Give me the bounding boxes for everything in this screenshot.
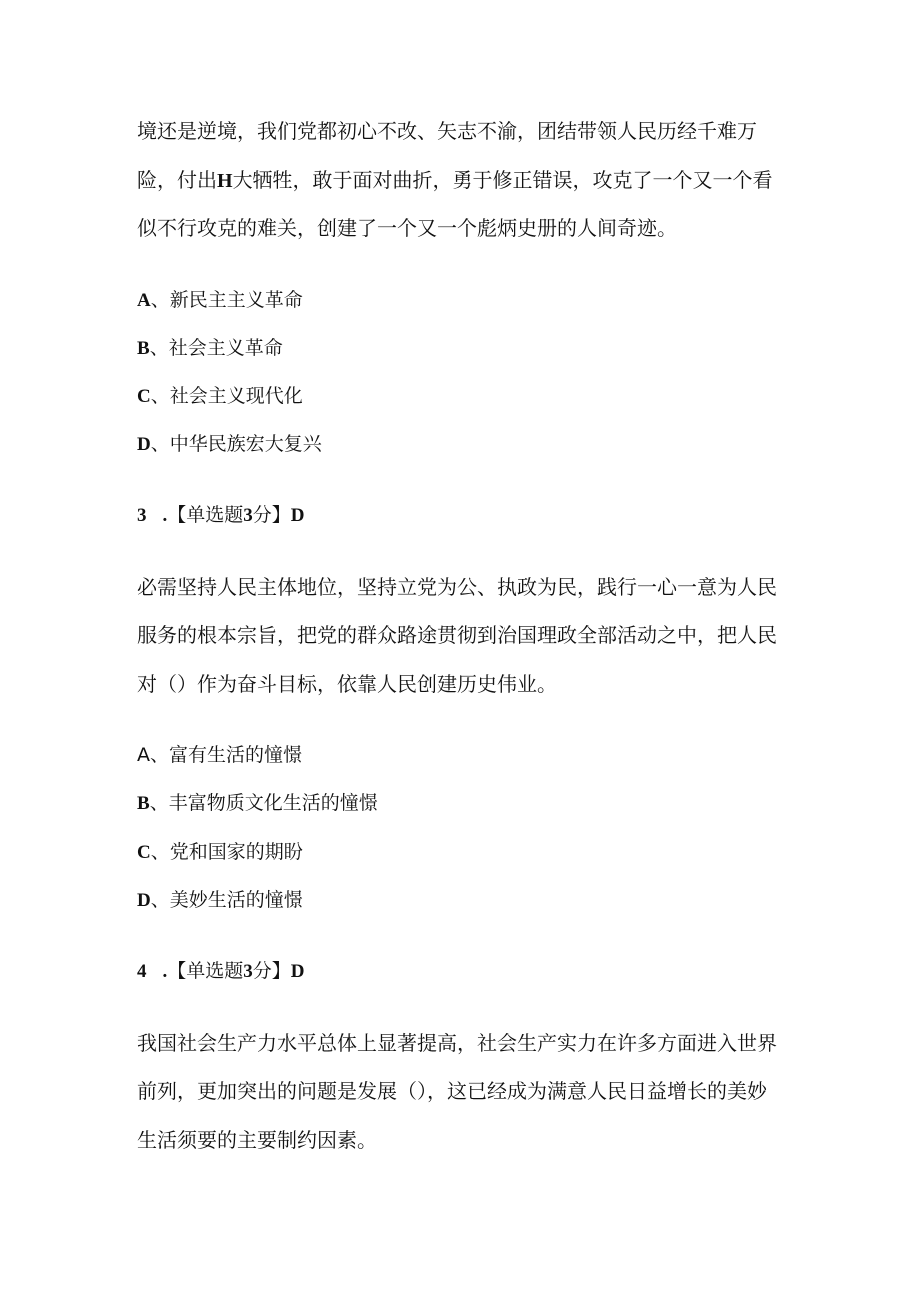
- q3-answer: D: [290, 505, 305, 526]
- q4-answer: D: [290, 961, 305, 982]
- q3-option-d: D、美妙生活的憧憬: [137, 889, 303, 911]
- q4-heading: 4 .【单选题3分】D: [137, 960, 305, 982]
- q3-option-a: A、富有生活的憧憬: [137, 744, 303, 766]
- q2-stem-line-2: 险，付出H大牺牲，敢于面对曲折，勇于修正错误，攻克了一个又一个看: [137, 168, 773, 192]
- q2-option-b: B、社会主义革命: [137, 337, 283, 359]
- q3-stem-line-2: 服务的根本宗旨，把党的群众路途贯彻到治国理政全部活动之中，把人民: [137, 623, 777, 647]
- q4-stem-line-1: 我国社会生产力水平总体上显著提高，社会生产实力在许多方面进入世界: [137, 1031, 777, 1055]
- q2-option-c: C、社会主义现代化: [137, 385, 303, 407]
- q2-stem-line-1: 境还是逆境，我们党都初心不改、矢志不渝，团结带领人民历经千难万: [137, 119, 757, 143]
- q3-stem-line-1: 必需坚持人民主体地位，坚持立党为公、执政为民，践行一心一意为人民: [137, 575, 777, 599]
- q3-option-b: B、丰富物质文化生活的憧憬: [137, 792, 378, 814]
- q4-stem-line-3: 生活须要的主要制约因素。: [137, 1128, 377, 1152]
- q4-stem-line-2: 前列，更加突出的问题是发展（），这已经成为满意人民日益增长的美妙: [137, 1079, 767, 1103]
- q2-option-d: D、中华民族宏大复兴: [137, 433, 322, 455]
- q3-heading: 3 .【单选题3分】D: [137, 504, 305, 526]
- q3-stem-line-3: 对（）作为奋斗目标，依靠人民创建历史伟业。: [137, 672, 557, 696]
- q2-option-a: A、新民主主义革命: [137, 289, 303, 311]
- q2-stem-line-3: 似不行攻克的难关，创建了一个又一个彪炳史册的人间奇迹。: [137, 216, 677, 240]
- q3-option-c: C、党和国家的期盼: [137, 841, 303, 863]
